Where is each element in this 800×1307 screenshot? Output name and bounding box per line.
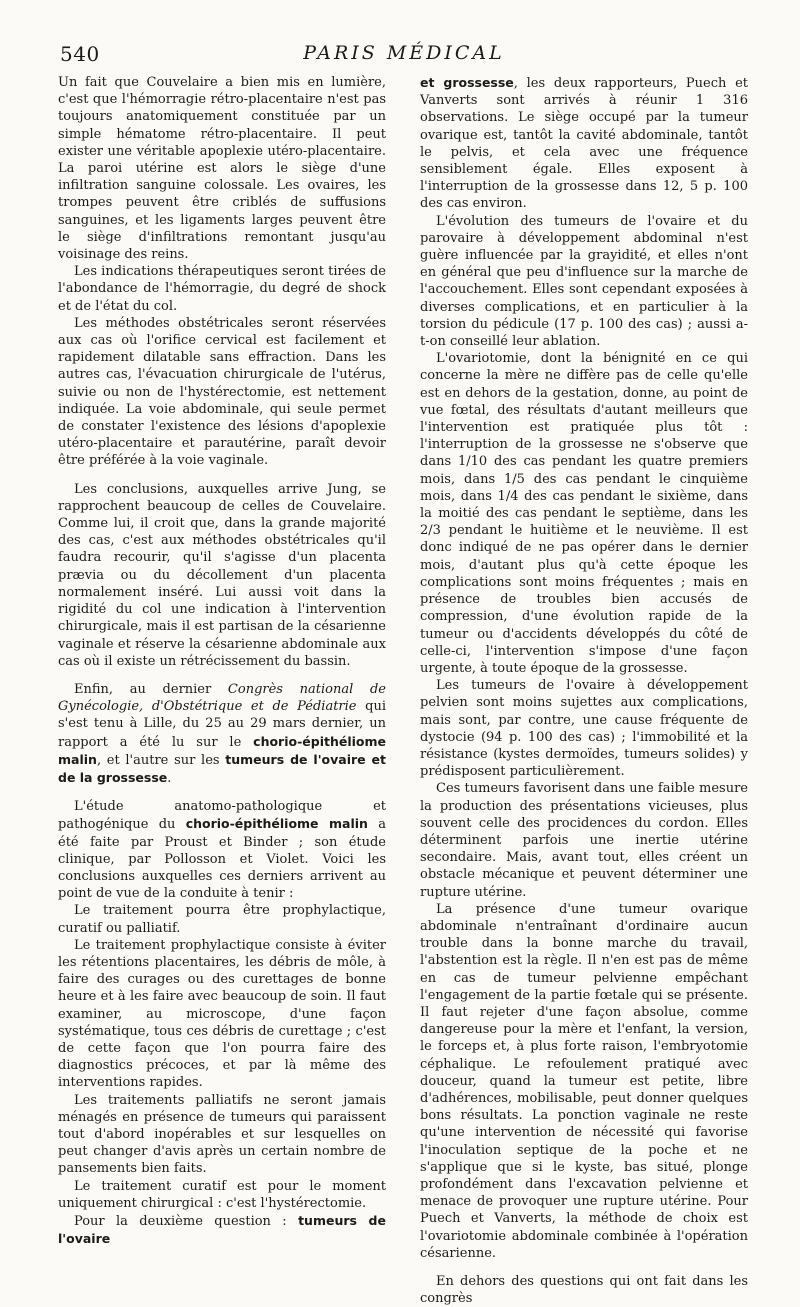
paragraph: Les indications thérapeutiques seront tirées de l'abondance de l'hémorragie, du degré de shock et de l'état du col.	[58, 264, 386, 314]
text-run: Enfin, au dernier	[74, 681, 228, 697]
paragraph: Le traitement pourra être prophylactique, curatif ou palliatif.	[58, 903, 386, 936]
text-run: a été faite par Proust et Binder ; son étude clinique, par Pollosson et Violet. Voici les conclusions auxquelles ces derniers arrivent au point de vue de la conduite à tenir :	[58, 817, 386, 902]
right-column	[420, 74, 748, 1307]
bold-term: chorio-épithéliome malin	[185, 816, 368, 832]
paragraph: En dehors des questions qui ont fait dans les congrès	[420, 1274, 748, 1307]
paragraph: Les méthodes obstétricales seront réservées aux cas où l'orifice cervical est facilement et rapidement dilatable sans effraction. Dans les autres cas, l'évacuation chirurgicale de l'utérus, suivie ou non de l'hystérectomie, est nettement indiquée. La voie abdominale, qui seule permet de constater l'existence des lésions d'apoplexie utéro-placentaire et parautérine, paraît devoir être préférée à la voie vaginale.	[58, 315, 386, 469]
paragraph: Le traitement prophylactique consiste à éviter les rétentions placentaires, les débris de môle, à faire des curages ou des curettages de bonne heure et à les faire avec beaucoup de soin. Il faut examiner, au microscope, d'une façon systématique, tous ces débris de curettage ; c'est de cette façon que l'on pourra faire des diagnostics précoces, et par là même des interventions rapides.	[58, 937, 386, 1091]
bold-term: tumeurs de l'ovaire	[58, 1213, 386, 1247]
paragraph: Le traitement curatif est pour le moment uniquement chirurgical : c'est l'hystérectomie.	[58, 1178, 386, 1211]
paragraph: Les traitements palliatifs ne seront jamais ménagés en présence de tumeurs qui paraissent tout d'abord inopérables et sur lesquelles on peut changer d'avis après un certain nombre de pansements bien faits.	[58, 1092, 386, 1177]
paragraph	[58, 681, 386, 787]
paragraph: Les conclusions, auxquelles arrive Jung, se rapprochent beaucoup de celles de Couvelaire. Comme lui, il croit que, dans la grande majorité des cas, c'est aux méthodes obstétricales qu'il faudra recourir, qu'il s'agisse d'un placenta prævia ou du décollement d'un placenta normalement inséré. Lui aussi voit dans la rigidité du col une indication à l'intervention chirurgicale, mais il est partisan de la césarienne vaginale et réserve la césarienne abdominale aux cas où il existe un rétrécissement du bassin.	[58, 481, 386, 669]
paragraph: L'ovariotomie, dont la bénignité en ce qui concerne la mère ne diffère pas de celle qu'elle est en dehors de la gestation, donne, au point de vue fœtal, des résultats d'autant meilleurs que l'intervention est pratiquée plus tôt : l'interruption de la grossesse ne s'observe que dans 1/10 des cas pendant les quatre premiers mois, dans 1/5 des cas pendant le cinquième mois, dans 1/4 des cas pendant le sixième, dans la moitié des cas pendant le septième, dans les 2/3 pendant le huitième et le neuvième. Il est donc indiqué de ne pas opérer dans le dernier mois, d'autant plus qu'à cette époque les complications sont moins fréquentes ; mais en présence de troubles bien accusés de compression, d'une évolution rapide de la tumeur ou d'accidents développés du côté de celle-ci, l'intervention s'impose d'une façon urgente, à toute époque de la grossesse.	[420, 351, 748, 676]
page-header	[54, 36, 754, 68]
paragraph: Ces tumeurs favorisent dans une faible mesure la production des présentations vicieuses, plus souvent celle des procidences du cordon. Elles déterminent parfois une inertie utérine secondaire. Mais, avant tout, elles créent un obstacle mécanique et peuvent déterminer une rupture utérine.	[420, 781, 748, 900]
paragraph: L'évolution des tumeurs de l'ovaire et du parovaire à développement abdominal n'est guère influencée par la grayidité, et elles n'ont en général que peu d'influence sur la marche de l'accouchement. Elles sont cependant exposées à diverses complications, et en particulier à la torsion du pédicule (17 p. 100 des cas) ; aussi a-t-on conseillé leur ablation.	[420, 213, 748, 350]
paragraph: La présence d'une tumeur ovarique abdominale n'entraînant d'ordinaire aucun trouble dans la bonne marche du travail, l'abstention est la règle. Il n'en est pas de même en cas de tumeur pelvienne empêchant l'engagement de la partie fœtale qui se présente. Il faut rejeter d'une façon absolue, comme dangereuse pour la mère et l'enfant, la version, le forceps et, à plus forte raison, l'embryotomie céphalique. Le refoulement pratiqué avec douceur, quand la tumeur est petite, libre d'adhérences, mobilisable, peut donner quelques bons résultats. La ponction vaginale ne reste qu'une intervention de nécessité qui favorise l'inoculation septique de la poche et ne s'applique que si le kyste, bas situé, plonge profondément dans l'excavation pelvienne et menace de provoquer une rupture utérine. Pour Puech et Vanverts, la méthode de choix est l'ovariotomie abdominale combinée à l'opération césarienne.	[420, 901, 748, 1261]
text-run: L'étude anatomo-pathologique et pathogénique du	[58, 799, 386, 833]
paragraph: Les tumeurs de l'ovaire à développement pelvien sont moins sujettes aux complications, mais sont, par contre, une cause fréquente de dystocie (94 p. 100 des cas) ; l'immobilité et la résistance (kystes dermoïdes, tumeurs solides) y prédisposent particulièrement.	[420, 678, 748, 780]
congress-name: Congrès national de Gynécologie, d'Obstétrique et de Pédiatrie	[58, 681, 386, 715]
text-run: , les deux rapporteurs, Puech et Vanverts sont arrivés à réunir 1 316 observations. Le siège occupé par la tumeur ovarique est, tantôt la cavité abdominale, tantôt le pelvis, et cela avec une fréquence sensiblement égale. Elles exposent à l'interruption de la grossesse dans 12, 5 p. 100 des cas environ.	[420, 76, 748, 212]
text-run: qui s'est tenu à Lille, du 25 au 29 mars dernier, un rapport a été lu sur le	[58, 699, 387, 750]
text-run: .	[167, 770, 172, 786]
running-title: PARIS MÉDICAL	[303, 42, 505, 64]
paragraph	[58, 798, 386, 902]
left-column	[58, 74, 386, 1248]
page-number: 540	[60, 42, 100, 66]
bold-term: chorio-épithéliome malin	[58, 733, 386, 767]
bold-term: tumeurs de l'ovaire et de la grossesse	[58, 751, 386, 785]
paragraph	[420, 74, 748, 213]
bold-term: et grossesse	[420, 75, 514, 90]
paragraph	[58, 1212, 386, 1248]
text-run: , et l'autre sur les	[96, 752, 226, 768]
paragraph: Un fait que Couvelaire a bien mis en lumière, c'est que l'hémorragie rétro-placentaire n'est pas toujours anatomiquement constituée par un simple hématome rétro-placentaire. Il peut exister une véritable apoplexie utéro-placentaire. La paroi utérine est alors le siège d'une infiltration sanguine colossale. Les ovaires, les trompes peuvent être criblés de suffusions sanguines, et les ligaments larges peuvent être le siège d'infiltrations remontant jusqu'au voisinage des reins.	[58, 75, 386, 263]
text-run: Pour la deuxième question :	[74, 1214, 299, 1229]
